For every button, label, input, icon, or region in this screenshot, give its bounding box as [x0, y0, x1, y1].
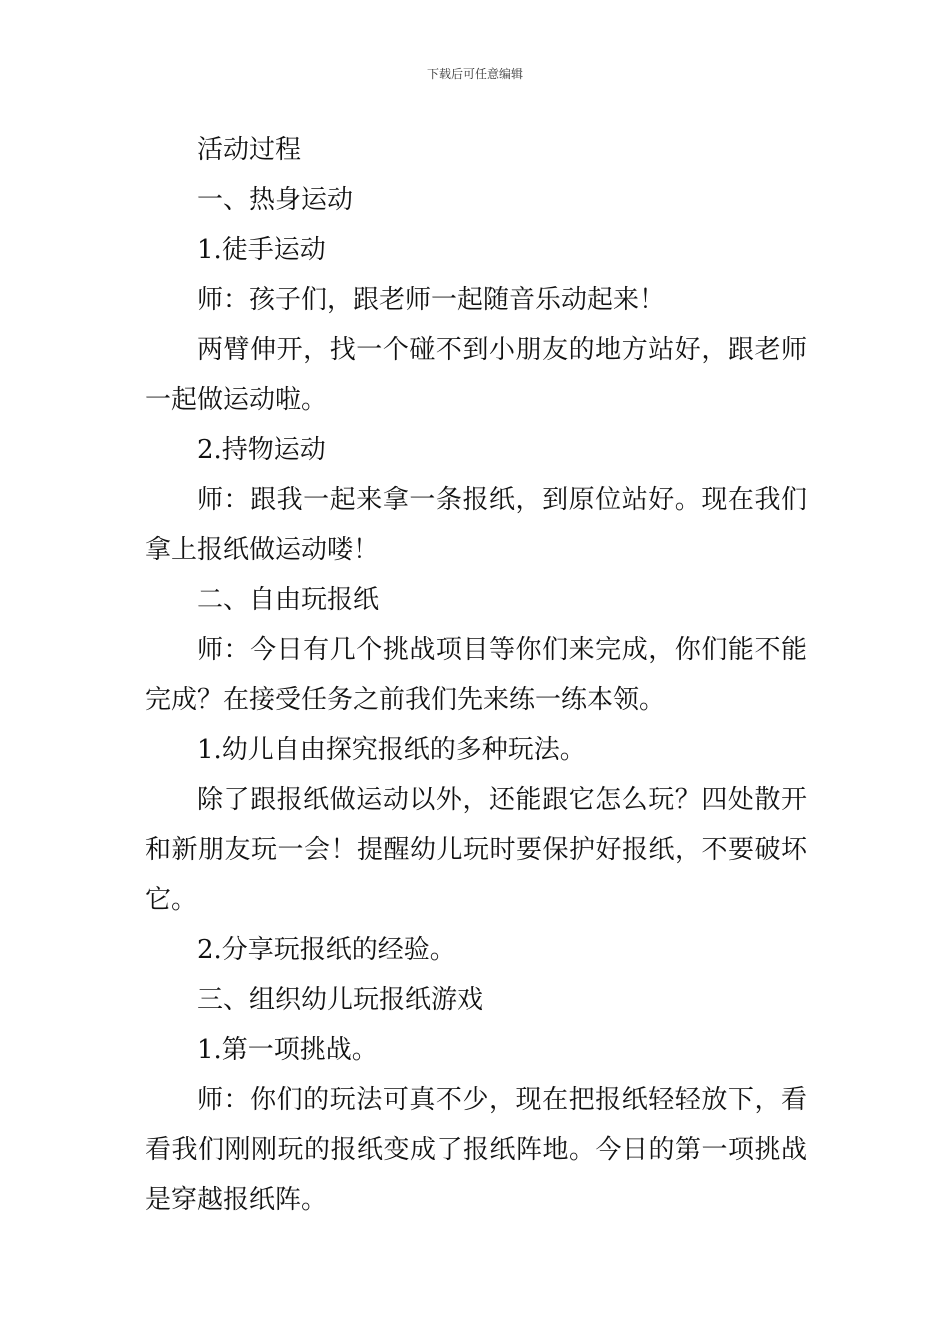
section-heading-2: 二、自由玩报纸	[197, 585, 380, 615]
subheading-1-1: 1.徒手运动	[197, 235, 326, 265]
section-heading-1: 一、热身运动	[197, 185, 354, 215]
subheading-2-2: 2.分享玩报纸的经验。	[197, 935, 456, 965]
paragraph: 除了跟报纸做运动以外，还能跟它怎么玩？四处散开和新朋友玩一会！提醒幼儿玩时要保护好报纸，不要破坏它。	[145, 785, 807, 915]
subheading-2-1: 1.幼儿自由探究报纸的多种玩法。	[197, 735, 586, 765]
paragraph: 师：今日有几个挑战项目等你们来完成，你们能不能完成？在接受任务之前我们先来练一练本领。	[145, 635, 807, 715]
paragraph: 师：你们的玩法可真不少，现在把报纸轻轻放下，看看我们刚刚玩的报纸变成了报纸阵地。今日的第一项挑战是穿越报纸阵。	[145, 1085, 807, 1215]
subheading-3-1: 1.第一项挑战。	[197, 1035, 378, 1065]
document-body	[145, 125, 807, 1225]
paragraph: 师：跟我一起来拿一条报纸，到原位站好。现在我们拿上报纸做运动喽！	[145, 485, 807, 565]
paragraph: 两臂伸开，找一个碰不到小朋友的地方站好，跟老师一起做运动啦。	[145, 335, 807, 415]
page-header: 下载后可任意编辑	[426, 67, 523, 81]
subheading-1-2: 2.持物运动	[197, 435, 326, 465]
paragraph: 师：孩子们，跟老师一起随音乐动起来！	[197, 285, 666, 315]
section-title: 活动过程	[197, 135, 302, 165]
section-heading-3: 三、组织幼儿玩报纸游戏	[197, 985, 484, 1015]
